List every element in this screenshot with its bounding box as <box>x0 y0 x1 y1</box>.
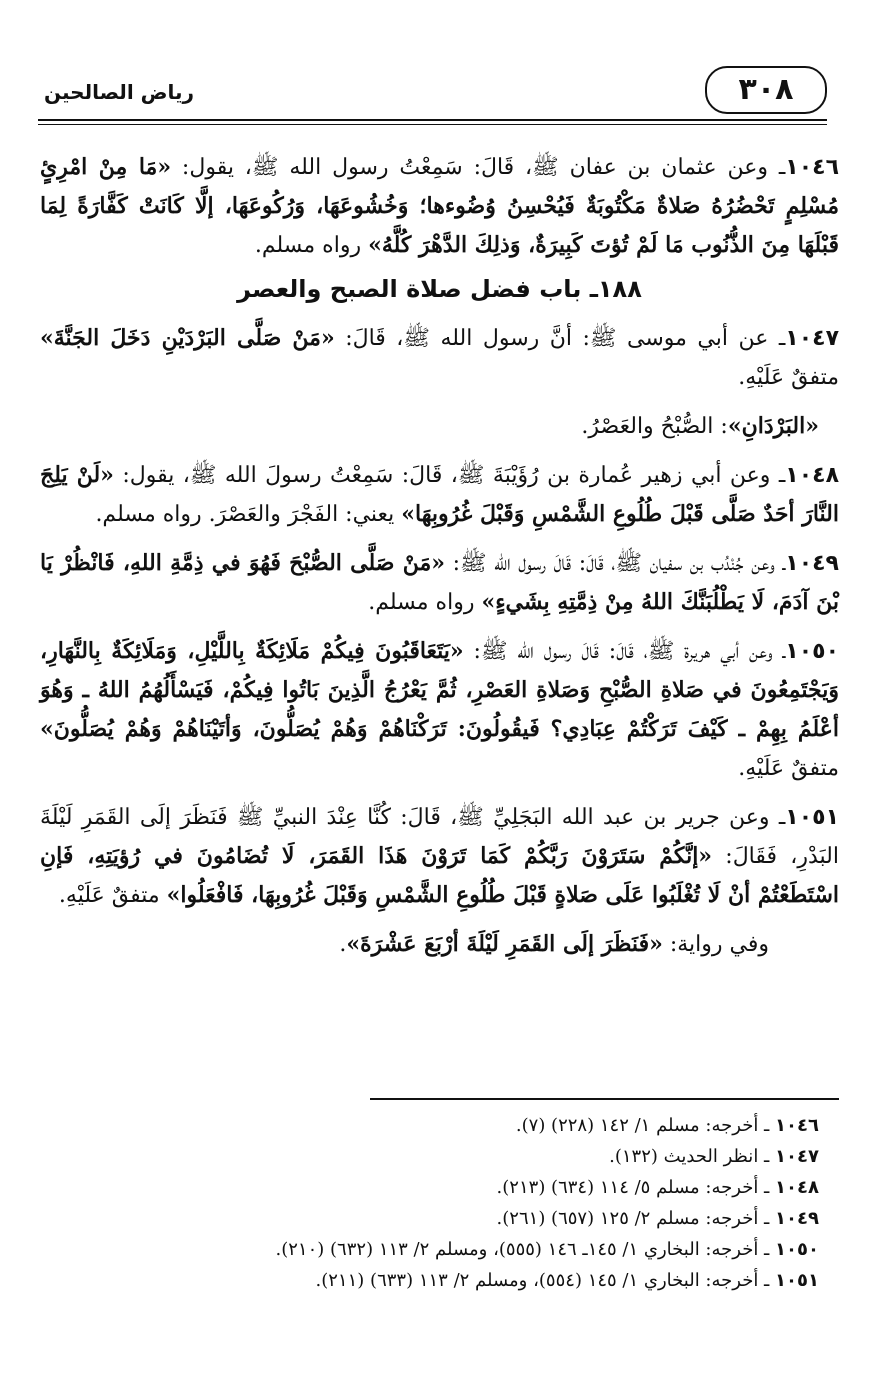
header-rule <box>38 119 827 121</box>
footnote-text: ـ أخرجه: البخاري ١/ ١٤٥ـ ١٤٦ (٥٥٥)، ومسلم ٢/ ١١٣ (٦٣٢) (٢١٠). <box>275 1239 776 1260</box>
hadith-1048 <box>40 456 839 534</box>
footnote-rule <box>370 1098 839 1100</box>
hadith-intro: ـ وعن أبي زهير عُمارة بن رُؤَيْبَةَ ﷺ، قَالَ: سَمِعْتُ رسولَ الله ﷺ، يقول: <box>113 463 786 488</box>
hadith-source: متفقٌ عَلَيْهِ. <box>58 883 167 908</box>
footnote-number: ١٠٤٧ <box>775 1146 819 1167</box>
hadith-intro: ـ وعن أبي هريرة ﷺ، قَالَ: قَالَ رسول الله ﷺ: <box>463 639 786 664</box>
footnotes <box>40 1110 839 1296</box>
hadith-source: رواه مسلم. <box>368 590 482 615</box>
footnote-number: ١٠٤٦ <box>775 1115 819 1136</box>
footnote-text: ـ أخرجه: مسلم ٥/ ١١٤ (٦٣٤) (٢١٣). <box>496 1177 776 1198</box>
riwaya-1051 <box>40 925 769 964</box>
footnote-number: ١٠٤٨ <box>775 1177 819 1198</box>
footnote-text: ـ أخرجه: البخاري ١/ ١٤٥ (٥٥٤)، ومسلم ٢/ ١١٣ (٦٣٣) (٢١١). <box>315 1270 776 1291</box>
footnote <box>40 1110 839 1141</box>
hadith-1046 <box>40 148 839 265</box>
footnote <box>40 1234 839 1265</box>
page-number: ٣٠٨ <box>705 66 827 114</box>
hadith-1047 <box>40 319 839 397</box>
main-text <box>40 148 839 974</box>
footnote-number: ١٠٤٩ <box>775 1208 819 1229</box>
hadith-quote: «يَتَعَاقَبُونَ فِيكُمْ مَلَائِكَةٌ بِاللَّيْلِ، وَمَلَائِكَةٌ بِالنَّهَارِ، وَيَجْتَمِعُونَ في صَلاةِ الصُّبْحِ وَصَلاةِ العَصْرِ، ثُمَّ يَعْرُجُ الَّذِينَ بَاتُوا فِيكُمْ، فَيَسْأَلُهُمُ اللهُ ـ وَهُوَ أعْلَمُ بِهِمْ ـ كَيْفَ تَرَكْتُمْ عِبَادِي؟ فَيقُولُونَ: تَرَكْنَاهُمْ وَهُمْ يُصَلُّونَ، وَأتَيْنَاهُمْ وَهُمْ يُصَلُّونَ» <box>40 638 839 742</box>
hadith-number: ١٠٤٧ <box>785 326 839 351</box>
hadith-quote: «لَنْ يَلِجَ النَّارَ أحَدٌ صَلَّى قَبْلَ طُلُوعِ الشَّمْسِ وَقَبْلَ غُرُوبِهَا» <box>40 462 839 527</box>
hadith-intro: ـ وعن جُنْدُب بن سفيان ﷺ، قَالَ: قَالَ رسول الله ﷺ: <box>445 551 786 576</box>
footnote-number: ١٠٥٠ <box>775 1239 819 1260</box>
hadith-number: ١٠٤٨ <box>785 463 840 488</box>
footnote <box>40 1172 839 1203</box>
hadith-quote: «مَا مِنْ امْرِئٍ مُسْلِمٍ تَحْضُرُهُ صَلاةٌ مَكْتُوبَةٌ فَيُحْسِنُ وُضُوءها؛ وَخُشُوعَهَا، وَرُكُوعَهَا، إلَّا كَانَتْ كَفَّارَةً لِمَا قَبْلَهَا مِنَ الذُّنُوب مَا لَمْ تُؤتَ كَبِيرَةٌ، وَذلِكَ الدَّهْرَ كُلَّهُ» <box>40 154 839 258</box>
hadith-quote: «مَنْ صَلَّى البَرْدَيْنِ دَخَلَ الجَنَّةَ» <box>40 325 335 351</box>
hadith-source: متفقٌ عَلَيْهِ. <box>738 365 839 390</box>
riwaya-end: . <box>339 932 347 957</box>
hadith-intro: ـ عن أبي موسى ﷺ: أنَّ رسول الله ﷺ، قَالَ: <box>334 326 786 351</box>
hadith-1051 <box>40 798 839 915</box>
gloss-1047 <box>40 407 819 446</box>
book-title: رياض الصالحين <box>44 80 195 104</box>
hadith-intro: ـ وعن عثمان بن عفان ﷺ، قَالَ: سَمِعْتُ رسول الله ﷺ، يقول: <box>171 155 786 180</box>
hadith-source: متفقٌ عَلَيْهِ. <box>738 756 839 781</box>
gloss-definition: : الصُّبْحُ والعَصْرُ. <box>581 414 728 439</box>
header-rule-thin <box>38 124 827 125</box>
hadith-quote: «مَنْ صَلَّى الصُّبْحَ فَهُوَ في ذِمَّةِ اللهِ، فَانْظُرْ يَا بْنَ آدَمَ، لَا يَطْلُبَنَّكَ اللهُ مِنْ ذِمَّتِهِ بِشَيءٍ» <box>40 550 839 615</box>
hadith-number: ١٠٥٠ <box>785 639 840 664</box>
hadith-1050 <box>40 632 839 788</box>
hadith-number: ١٠٥١ <box>785 805 839 830</box>
footnote <box>40 1203 839 1234</box>
footnote <box>40 1265 839 1296</box>
hadith-source: رواه مسلم. <box>254 233 369 258</box>
hadith-number: ١٠٤٩ <box>785 551 839 576</box>
footnote <box>40 1141 839 1172</box>
footnote-text: ـ انظر الحديث (١٣٢). <box>609 1146 776 1167</box>
hadith-source: يعني: الفَجْرَ والعَصْرَ. رواه مسلم. <box>95 502 402 527</box>
riwaya-quote: «فَنَظَرَ إلَى القَمَرِ لَيْلَةَ أرْبَعَ عَشْرَةَ» <box>346 931 663 957</box>
hadith-number: ١٠٤٦ <box>785 155 840 180</box>
hadith-quote: «إنَّكُمْ سَتَرَوْنَ رَبَّكُمْ كَمَا تَرَوْنَ هَذَا القَمَرَ، لَا تُضَامُونَ في رُؤيَتِهِ، فَإنِ اسْتَطَعْتُمْ أنْ لَا تُغْلَبُوا عَلَى صَلاةٍ قَبْلَ طُلُوعِ الشَّمْسِ وَقَبْلَ غُرُوبِهَا، فَافْعَلُوا» <box>40 843 839 908</box>
hadith-intro: ـ وعن جرير بن عبد الله البَجَلِيِّ ﷺ، قَالَ: كُنَّا عِنْدَ النبيِّ ﷺ فَنَظَرَ إلَى القَمَرِ لَيْلَةَ البَدْرِ، فَقَالَ: <box>40 805 839 869</box>
footnote-number: ١٠٥١ <box>775 1270 819 1291</box>
footnote-text: ـ أخرجه: مسلم ١/ ١٤٢ (٢٢٨) (٧). <box>515 1115 776 1136</box>
riwaya-intro: وفي رواية: <box>662 932 769 957</box>
chapter-heading: ١٨٨ـ باب فضل صلاة الصبح والعصر <box>237 275 642 303</box>
gloss-term: «البَرْدَانِ» <box>727 413 819 439</box>
page-header <box>38 58 827 120</box>
hadith-1049 <box>40 544 839 622</box>
footnote-text: ـ أخرجه: مسلم ٢/ ١٢٥ (٦٥٧) (٢٦١). <box>496 1208 776 1229</box>
